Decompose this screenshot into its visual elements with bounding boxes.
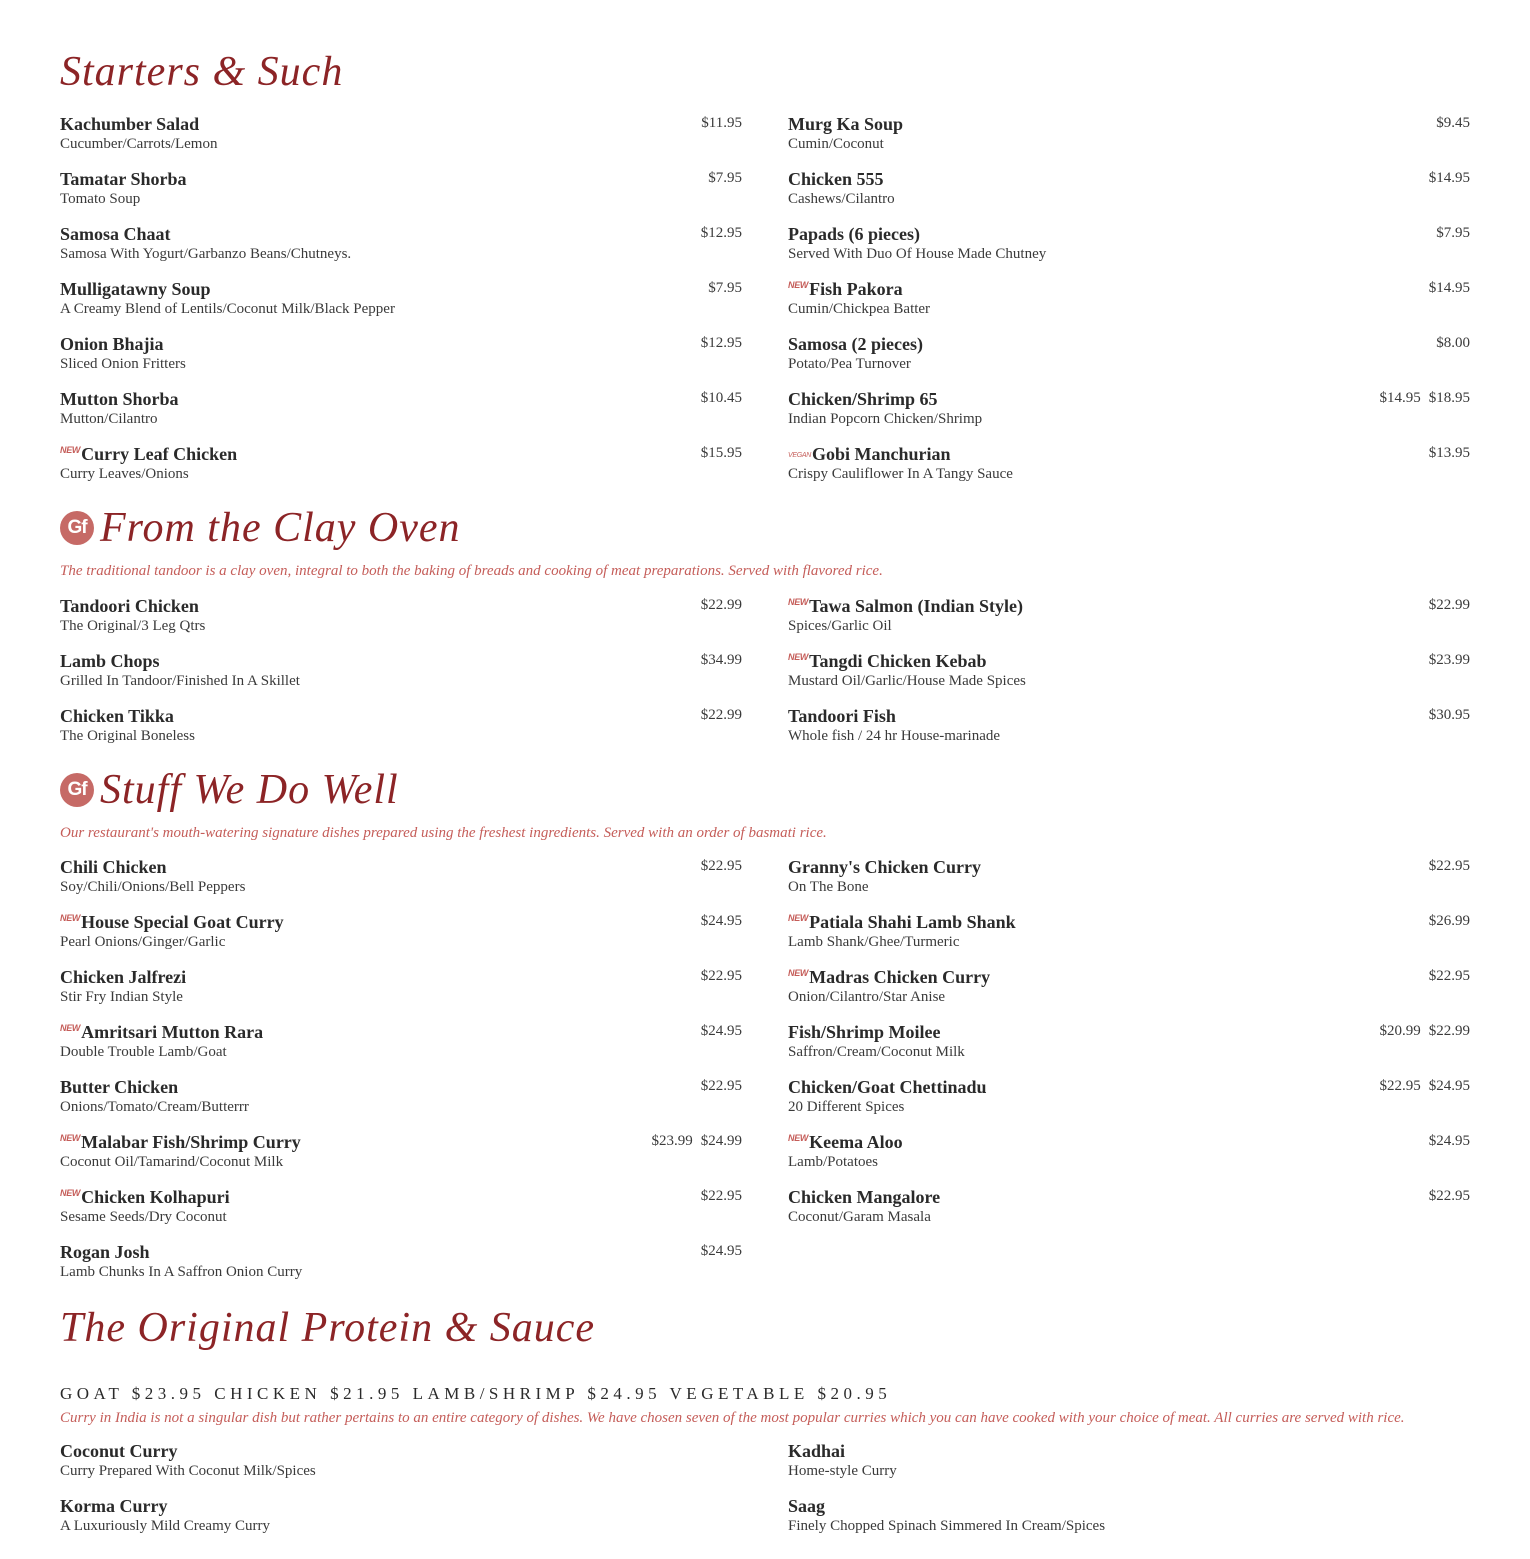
- menu-item-korma-curry: [60, 1496, 742, 1544]
- price-value: $22.95: [700, 1188, 742, 1204]
- section-title: The Original Protein & Sauce: [60, 1305, 596, 1351]
- menu-item-curry-leaf-chicken: [60, 444, 742, 492]
- item-description: Tomato Soup: [60, 191, 141, 207]
- price-value: $7.95: [708, 280, 742, 296]
- menu-item-lamb-chops: [60, 651, 742, 699]
- menu-item-saag: [788, 1496, 1470, 1544]
- item-name: [60, 1187, 230, 1208]
- item-name-text: Chili Chicken: [60, 857, 167, 877]
- item-name: [60, 1441, 178, 1462]
- item-description: Curry Prepared With Coconut Milk/Spices: [60, 1463, 316, 1479]
- price-value: $22.99: [700, 707, 742, 723]
- item-description: The Original/3 Leg Qtrs: [60, 618, 206, 634]
- item-name-text: Kadhai: [788, 1441, 846, 1461]
- menu-item-patiala-shahi-lamb-shank: [788, 912, 1470, 960]
- menu-item-chicken-kolhapuri: [60, 1187, 742, 1235]
- menu-grid: [60, 1441, 1470, 1551]
- section-intro: Curry in India is not a singular dish but rather pertains to an entire category of dishes. We have chosen seven of the most popular curries which you can have cooked with your choice of meat. All curries are served with rice.: [60, 1410, 1405, 1426]
- item-price: [701, 1188, 742, 1205]
- menu-item-kachumber-salad: [60, 114, 742, 162]
- item-name-text: Fish Pakora: [809, 279, 903, 299]
- price-value: $22.95: [700, 858, 742, 874]
- item-name: [60, 1496, 167, 1517]
- item-name-text: Keema Aloo: [809, 1132, 903, 1152]
- item-description: Cumin/Coconut: [788, 136, 884, 152]
- item-name-text: Coconut Curry: [60, 1441, 178, 1461]
- menu-item-fish-shrimp-moilee: [788, 1022, 1470, 1070]
- item-name: [60, 1077, 178, 1098]
- item-description: Double Trouble Lamb/Goat: [60, 1044, 227, 1060]
- item-price: [701, 390, 742, 407]
- price-value: $30.95: [1428, 707, 1470, 723]
- item-price: [1429, 1188, 1470, 1205]
- price-value-alt: $24.99: [700, 1133, 742, 1149]
- new-tag-icon: NEW: [788, 652, 809, 662]
- price-value: $15.95: [700, 445, 742, 461]
- item-name: [788, 224, 920, 245]
- item-price: [701, 968, 742, 985]
- item-name: [788, 389, 938, 410]
- item-name: [60, 334, 164, 355]
- item-name: [788, 857, 981, 878]
- item-name-text: Chicken Mangalore: [788, 1187, 941, 1207]
- price-value: $23.99: [1428, 652, 1470, 668]
- item-price: [1380, 390, 1471, 407]
- section-title: Starters & Such: [60, 49, 344, 95]
- item-name-text: Murg Ka Soup: [788, 114, 904, 134]
- menu-item-onion-bhajia: [60, 334, 742, 382]
- item-name: [60, 389, 179, 410]
- item-name-text: Korma Curry: [60, 1496, 168, 1516]
- price-value: $14.95: [1379, 390, 1421, 406]
- item-name-text: Chicken/Shrimp 65: [788, 389, 938, 409]
- price-value: $20.99: [1379, 1023, 1421, 1039]
- section-intro: The traditional tandoor is a clay oven, integral to both the baking of breads and cooking of meat preparations. Served with flavored rice.: [60, 563, 883, 579]
- item-name: [788, 967, 990, 988]
- item-name-text: Chicken Kolhapuri: [81, 1187, 230, 1207]
- item-price: [701, 913, 742, 930]
- item-name: [788, 1077, 987, 1098]
- item-name-text: Fish/Shrimp Moilee: [788, 1022, 941, 1042]
- menu-item-amritsari-mutton-rara: [60, 1022, 742, 1070]
- item-price: [701, 707, 742, 724]
- price-value: $22.95: [1428, 858, 1470, 874]
- price-value: $24.95: [700, 1023, 742, 1039]
- item-name: [60, 857, 167, 878]
- item-name: [60, 279, 211, 300]
- price-value: $7.95: [1436, 225, 1470, 241]
- item-name-text: Tangdi Chicken Kebab: [809, 651, 987, 671]
- item-description: Spices/Garlic Oil: [788, 618, 892, 634]
- price-value: $14.95: [1428, 280, 1470, 296]
- menu-grid: [60, 114, 1470, 499]
- menu-item-chicken-shrimp-65: [788, 389, 1470, 437]
- item-name: [788, 596, 1023, 617]
- gluten-free-badge-icon: Gf: [60, 511, 94, 545]
- item-description: Mustard Oil/Garlic/House Made Spices: [788, 673, 1026, 689]
- section-stuff-we-do-well: [60, 760, 1470, 1297]
- item-description: Onion/Cilantro/Star Anise: [788, 989, 946, 1005]
- item-name-text: Curry Leaf Chicken: [81, 444, 238, 464]
- item-description: Coconut Oil/Tamarind/Coconut Milk: [60, 1154, 284, 1170]
- menu-item-chicken-mangalore: [788, 1187, 1470, 1235]
- price-value: $26.99: [1428, 913, 1470, 929]
- item-price: [708, 280, 742, 297]
- item-price: [1380, 1023, 1471, 1040]
- menu-item-fish-pakora: [788, 279, 1470, 327]
- item-name: [60, 596, 199, 617]
- item-name-text: Patiala Shahi Lamb Shank: [809, 912, 1016, 932]
- item-description: Lamb/Potatoes: [788, 1154, 878, 1170]
- item-name-text: Butter Chicken: [60, 1077, 179, 1097]
- item-price: [701, 858, 742, 875]
- menu-item-rogan-josh: [60, 1242, 742, 1290]
- item-description: Indian Popcorn Chicken/Shrimp: [788, 411, 983, 427]
- item-description: Finely Chopped Spinach Simmered In Cream/Spices: [788, 1518, 1106, 1534]
- menu-item-house-special-goat-curry: [60, 912, 742, 960]
- menu-item-chicken-goat-chettinadu: [788, 1077, 1470, 1125]
- item-name-text: Onion Bhajia: [60, 334, 164, 354]
- item-name-text: Chicken/Goat Chettinadu: [788, 1077, 987, 1097]
- new-tag-icon: NEW: [60, 1133, 81, 1143]
- menu-item-coconut-curry: [60, 1441, 742, 1489]
- item-name-text: Lamb Chops: [60, 651, 160, 671]
- menu-item-chili-chicken: [60, 857, 742, 905]
- item-name-text: Tawa Salmon (Indian Style): [809, 596, 1023, 616]
- section-title-row: [60, 760, 1470, 820]
- price-value: $22.99: [1428, 597, 1470, 613]
- item-name-text: Tandoori Chicken: [60, 596, 199, 616]
- item-description: Cucumber/Carrots/Lemon: [60, 136, 218, 152]
- item-description: Stir Fry Indian Style: [60, 989, 183, 1005]
- item-price: [1429, 597, 1470, 614]
- price-value: $23.99: [651, 1133, 693, 1149]
- item-name-text: Granny's Chicken Curry: [788, 857, 982, 877]
- item-name: [788, 114, 903, 135]
- menu-item-chicken-tikka: [60, 706, 742, 754]
- section-title-row: [60, 498, 1470, 558]
- item-name-text: Gobi Manchurian: [812, 444, 951, 464]
- item-name: [788, 1441, 845, 1462]
- price-value: $11.95: [701, 115, 742, 131]
- menu-item-chicken-555: [788, 169, 1470, 217]
- item-price: [1380, 1078, 1471, 1095]
- item-name-text: Madras Chicken Curry: [809, 967, 991, 987]
- item-name-text: Chicken Jalfrezi: [60, 967, 187, 987]
- item-description: Lamb Shank/Ghee/Turmeric: [788, 934, 960, 950]
- price-value: $13.95: [1428, 445, 1470, 461]
- menu-item-kadhai: [788, 1441, 1470, 1489]
- item-price: [1429, 968, 1470, 985]
- item-description: Home-style Curry: [788, 1463, 897, 1479]
- price-value: $8.00: [1436, 335, 1470, 351]
- item-price: [1436, 115, 1470, 132]
- item-description: Cumin/Chickpea Batter: [788, 301, 931, 317]
- price-value: $12.95: [700, 225, 742, 241]
- menu-item-madras-chicken-curry: [788, 967, 1470, 1015]
- item-name-text: Saag: [788, 1496, 826, 1516]
- item-price: [1429, 1133, 1470, 1150]
- menu-item-samosa-chaat: [60, 224, 742, 272]
- price-value-alt: $24.95: [1428, 1078, 1470, 1094]
- item-name-text: Mulligatawny Soup: [60, 279, 211, 299]
- menu-grid: [60, 596, 1470, 761]
- section-title: From the Clay Oven: [100, 505, 461, 551]
- new-tag-icon: NEW: [788, 280, 809, 290]
- item-name: [60, 651, 160, 672]
- item-description: Whole fish / 24 hr House-marinade: [788, 728, 1001, 744]
- item-price: [701, 597, 742, 614]
- menu-item-tawa-salmon-indian-style: [788, 596, 1470, 644]
- item-name: [60, 224, 171, 245]
- price-value-alt: $18.95: [1428, 390, 1470, 406]
- price-value: $14.95: [1428, 170, 1470, 186]
- item-description: Served With Duo Of House Made Chutney: [788, 246, 1047, 262]
- menu-item-butter-chicken: [60, 1077, 742, 1125]
- price-value: $24.95: [700, 913, 742, 929]
- item-price: [1436, 225, 1470, 242]
- item-name-text: Mutton Shorba: [60, 389, 179, 409]
- section-title: Stuff We Do Well: [100, 767, 399, 813]
- item-price: [701, 225, 742, 242]
- item-name: [60, 706, 174, 727]
- price-value: $22.95: [1428, 1188, 1470, 1204]
- menu-item-keema-aloo: [788, 1132, 1470, 1180]
- item-description: Lamb Chunks In A Saffron Onion Curry: [60, 1264, 303, 1280]
- item-name: [788, 334, 923, 355]
- price-value: $24.95: [700, 1243, 742, 1259]
- item-name-text: House Special Goat Curry: [81, 912, 284, 932]
- item-price: [701, 1078, 742, 1095]
- item-description: On The Bone: [788, 879, 869, 895]
- price-value-alt: $22.99: [1428, 1023, 1470, 1039]
- item-name-text: Chicken Tikka: [60, 706, 174, 726]
- new-tag-icon: NEW: [60, 1188, 81, 1198]
- item-name: [788, 651, 987, 672]
- new-tag-icon: NEW: [788, 597, 809, 607]
- item-name: [788, 706, 896, 727]
- item-price: [701, 1243, 742, 1260]
- menu-item-murg-ka-soup: [788, 114, 1470, 162]
- item-price: [701, 335, 742, 352]
- new-tag-icon: NEW: [788, 1133, 809, 1143]
- menu-item-mulligatawny-soup: [60, 279, 742, 327]
- protein-price-list: GOAT $23.95 CHICKEN $21.95 LAMB/SHRIMP $24.95 VEGETABLE $20.95: [60, 1384, 892, 1403]
- item-description: Samosa With Yogurt/Garbanzo Beans/Chutneys.: [60, 246, 352, 262]
- price-value: $22.95: [1379, 1078, 1421, 1094]
- new-tag-icon: NEW: [788, 913, 809, 923]
- item-description: Coconut/Garam Masala: [788, 1209, 931, 1225]
- item-description: A Luxuriously Mild Creamy Curry: [60, 1518, 270, 1534]
- item-name: [788, 1496, 825, 1517]
- price-value: $7.95: [708, 170, 742, 186]
- item-description: Cashews/Cilantro: [788, 191, 895, 207]
- price-value: $22.95: [700, 968, 742, 984]
- item-description: Sesame Seeds/Dry Coconut: [60, 1209, 227, 1225]
- section-clay-oven: [60, 498, 1470, 761]
- item-description: Pearl Onions/Ginger/Garlic: [60, 934, 226, 950]
- item-name-text: Samosa (2 pieces): [788, 334, 923, 354]
- item-name: [60, 912, 284, 933]
- item-price: [708, 170, 742, 187]
- menu-item-tandoori-chicken: [60, 596, 742, 644]
- item-description: Saffron/Cream/Coconut Milk: [788, 1044, 965, 1060]
- item-name-text: Tandoori Fish: [788, 706, 896, 726]
- item-description: Crispy Cauliflower In A Tangy Sauce: [788, 466, 1013, 482]
- item-description: A Creamy Blend of Lentils/Coconut Milk/Black Pepper: [60, 301, 395, 317]
- item-name: [788, 1132, 903, 1153]
- item-name-text: Samosa Chaat: [60, 224, 171, 244]
- item-description: Onions/Tomato/Cream/Butterrr: [60, 1099, 249, 1115]
- section-protein-sauce: [60, 1298, 1470, 1551]
- item-name: [60, 444, 237, 465]
- item-price: [1429, 913, 1470, 930]
- item-price: [1436, 335, 1470, 352]
- item-price: [1429, 280, 1470, 297]
- item-name: [788, 1187, 940, 1208]
- menu-item-tangdi-chicken-kebab: [788, 651, 1470, 699]
- item-name: [60, 967, 186, 988]
- item-name-text: Chicken 555: [788, 169, 884, 189]
- price-value: $24.95: [1428, 1133, 1470, 1149]
- item-name: [60, 1022, 263, 1043]
- item-price: [1429, 170, 1470, 187]
- item-name: [788, 912, 1016, 933]
- price-value: $22.99: [700, 597, 742, 613]
- item-name-text: Malabar Fish/Shrimp Curry: [81, 1132, 301, 1152]
- item-name: [60, 114, 199, 135]
- item-name-text: Tamatar Shorba: [60, 169, 187, 189]
- menu-item-tandoori-fish: [788, 706, 1470, 754]
- item-price: [1429, 707, 1470, 724]
- item-name: [788, 1022, 941, 1043]
- price-value: $9.45: [1436, 115, 1470, 131]
- vegan-tag-icon: VEGAN: [788, 452, 812, 459]
- item-description: Potato/Pea Turnover: [788, 356, 911, 372]
- price-value: $22.95: [700, 1078, 742, 1094]
- item-description: Curry Leaves/Onions: [60, 466, 189, 482]
- item-description: Grilled In Tandoor/Finished In A Skillet: [60, 673, 300, 689]
- item-name-text: Rogan Josh: [60, 1242, 150, 1262]
- item-name: [60, 1242, 150, 1263]
- section-intro: Our restaurant's mouth-watering signature dishes prepared using the freshest ingredients. Served with an order of basmati rice.: [60, 825, 827, 841]
- item-name: [60, 169, 187, 190]
- item-price: [1429, 652, 1470, 669]
- section-starters: [60, 42, 1470, 487]
- item-name: [60, 1132, 301, 1153]
- item-description: Soy/Chili/Onions/Bell Peppers: [60, 879, 246, 895]
- item-name-text: Kachumber Salad: [60, 114, 200, 134]
- item-price: [1429, 445, 1470, 462]
- item-price: [701, 1023, 742, 1040]
- menu-item-gobi-manchurian: [788, 444, 1470, 492]
- menu-item-malabar-fish-shrimp-curry: [60, 1132, 742, 1180]
- item-name: [788, 279, 903, 300]
- item-price: [652, 1133, 743, 1150]
- item-description: The Original Boneless: [60, 728, 195, 744]
- item-description: Sliced Onion Fritters: [60, 356, 186, 372]
- menu-item-papads-6-pieces: [788, 224, 1470, 272]
- menu-item-tamatar-shorba: [60, 169, 742, 217]
- item-price: [1429, 858, 1470, 875]
- item-price: [701, 115, 742, 132]
- item-name-text: Papads (6 pieces): [788, 224, 920, 244]
- price-value: $10.45: [700, 390, 742, 406]
- item-name: [788, 444, 951, 465]
- item-name-text: Amritsari Mutton Rara: [81, 1022, 264, 1042]
- menu-item-mutton-shorba: [60, 389, 742, 437]
- item-name: [788, 169, 884, 190]
- gluten-free-badge-icon: Gf: [60, 773, 94, 807]
- new-tag-icon: NEW: [788, 968, 809, 978]
- item-description: 20 Different Spices: [788, 1099, 905, 1115]
- menu-item-samosa-2-pieces: [788, 334, 1470, 382]
- menu-item-chicken-jalfrezi: [60, 967, 742, 1015]
- price-value: $12.95: [700, 335, 742, 351]
- menu-grid: [60, 857, 1470, 1297]
- item-price: [701, 445, 742, 462]
- item-price: [701, 652, 742, 669]
- price-value: $22.95: [1428, 968, 1470, 984]
- price-value: $34.99: [700, 652, 742, 668]
- menu-item-granny-s-chicken-curry: [788, 857, 1470, 905]
- new-tag-icon: NEW: [60, 445, 81, 455]
- new-tag-icon: NEW: [60, 913, 81, 923]
- item-description: Mutton/Cilantro: [60, 411, 158, 427]
- new-tag-icon: NEW: [60, 1023, 81, 1033]
